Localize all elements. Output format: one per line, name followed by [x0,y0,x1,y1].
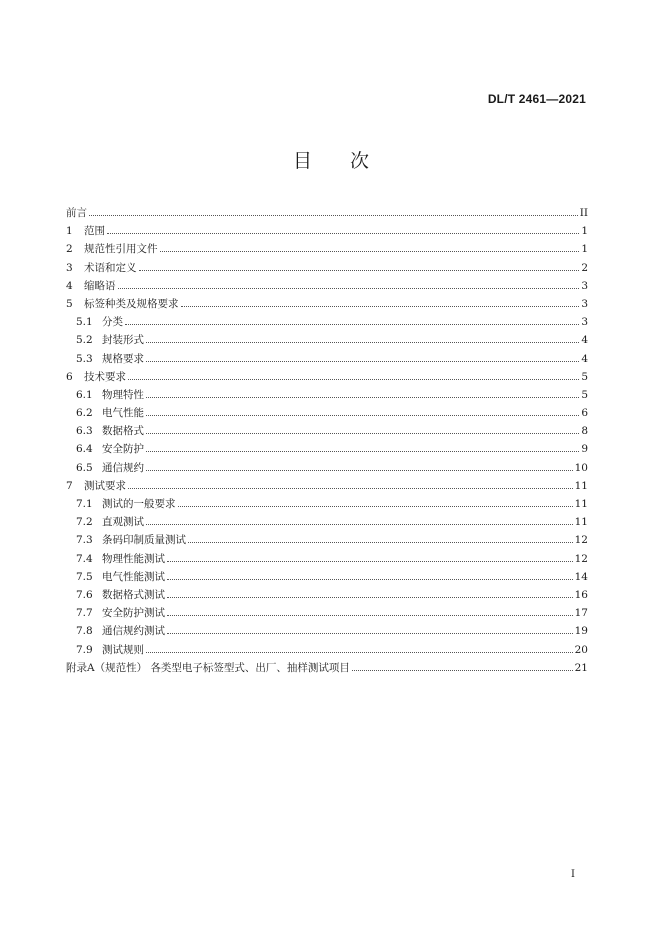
toc-entry-label: 电气性能测试 [102,570,165,583]
toc-entry-label: 测试规则 [102,643,144,656]
toc-entry[interactable] [66,404,588,422]
toc-entry-label: 分类 [102,316,123,329]
toc-entry[interactable] [66,277,588,295]
toc-entry-page: 12 [574,552,588,565]
toc-entry[interactable] [66,550,588,568]
toc-entry-number: 7.1 [76,498,93,510]
toc-dot-leader [146,524,573,525]
toc-entry[interactable] [66,531,588,549]
toc-entry[interactable] [66,422,588,440]
toc-entry-page: 8 [581,425,588,438]
toc-entry[interactable] [66,222,588,240]
toc-dot-leader [167,633,573,634]
toc-entry[interactable] [66,459,588,477]
toc-entry[interactable] [66,331,588,349]
toc-entry[interactable] [66,659,588,677]
toc-entry-label: 物理性能测试 [102,552,165,565]
toc-entry[interactable] [66,604,588,622]
toc-entry[interactable] [66,313,588,331]
toc-entry-page: 6 [581,407,588,420]
toc-entry-label: 数据格式 [102,425,144,438]
toc-entry[interactable] [66,440,588,458]
table-of-contents [66,204,588,677]
toc-entry-page: 11 [574,516,588,529]
toc-dot-leader [160,251,580,252]
toc-entry-number: 5.2 [76,334,93,347]
toc-entry-label: 测试的一般要求 [102,498,176,510]
toc-dot-leader [146,361,579,362]
toc-entry-page: 4 [581,352,588,365]
toc-dot-leader [167,597,573,598]
toc-dot-leader [146,397,579,398]
toc-entry[interactable] [66,204,588,222]
toc-entry-label: 规范性引用文件 [84,243,158,256]
toc-entry-page: 4 [581,334,588,347]
toc-entry-page: 17 [574,607,588,620]
toc-entry-page: 16 [574,588,588,601]
toc-dot-leader [167,579,573,580]
toc-entry-page: 5 [581,388,588,401]
toc-entry-label: 测试要求 [84,479,126,492]
toc-dot-leader [125,324,579,325]
toc-entry-page: 20 [574,643,588,656]
toc-entry-number: 7 [66,479,73,492]
page-title: 目次 [292,150,407,172]
toc-entry-page: 12 [574,534,588,547]
toc-entry-number: 7.8 [76,625,93,638]
toc-dot-leader [107,233,579,234]
toc-entry-label: 技术要求 [84,370,126,383]
toc-entry-label: 条码印制质量测试 [102,534,186,547]
toc-entry[interactable] [66,350,588,368]
toc-entry-number: 5.1 [76,316,93,329]
toc-entry[interactable] [66,513,588,531]
toc-entry-number: 7.9 [76,643,93,656]
toc-entry-label: 直观测试 [102,516,144,529]
toc-dot-leader [167,615,573,616]
toc-entry-label: 封装形式 [102,334,144,347]
toc-dot-leader [178,506,573,507]
toc-entry-number: 5 [66,297,73,310]
toc-entry[interactable] [66,641,588,659]
toc-entry[interactable] [66,295,588,313]
toc-entry-number: 7.3 [76,534,93,547]
toc-dot-leader [89,215,578,216]
toc-entry[interactable] [66,568,588,586]
toc-entry-number: 6 [66,370,73,383]
toc-entry-number: 6.1 [76,388,93,401]
toc-entry-number: 7.5 [76,570,93,583]
toc-entry-label: 术语和定义 [84,261,137,274]
toc-entry-label: 附录A（规范性） 各类型电子标签型式、出厂、抽样测试项目 [66,661,350,674]
toc-entry-label: 前言 [66,207,87,219]
toc-entry-page: 11 [574,479,588,492]
toc-entry-page: 3 [581,297,588,310]
toc-entry-number: 7.4 [76,552,93,565]
toc-dot-leader [146,470,573,471]
toc-dot-leader [146,342,579,343]
toc-entry-label: 通信规约 [102,461,144,474]
toc-dot-leader [146,415,579,416]
toc-entry-label: 数据格式测试 [102,588,165,601]
toc-entry-label: 电气性能 [102,407,144,420]
toc-entry-label: 物理特性 [102,388,144,401]
toc-entry-number: 7.2 [76,516,93,529]
toc-dot-leader [146,652,573,653]
toc-entry[interactable] [66,386,588,404]
toc-entry-number: 6.3 [76,425,93,438]
toc-entry-page: 10 [574,461,588,474]
toc-entry-label: 安全防护测试 [102,607,165,620]
toc-entry-label: 通信规约测试 [102,625,165,638]
toc-dot-leader [128,488,573,489]
toc-entry-page: 5 [581,370,588,383]
toc-entry-page: 3 [581,316,588,329]
toc-entry-number: 7.6 [76,588,93,601]
toc-dot-leader [167,561,573,562]
toc-entry-page: 1 [581,243,588,256]
toc-entry-number: 4 [66,279,73,292]
toc-entry[interactable] [66,240,588,258]
toc-entry-page: 3 [581,279,588,292]
toc-entry-number: 5.3 [76,352,93,365]
toc-entry-page: 1 [581,225,588,238]
toc-entry-number: 6.4 [76,443,93,456]
page-number: I [571,869,575,880]
standard-code: DL/T 2461—2021 [487,92,586,106]
toc-entry-number: 6.5 [76,461,93,474]
toc-entry-page: II [579,207,588,219]
toc-entry-page: 14 [574,570,588,583]
toc-entry-page: 21 [574,661,588,674]
toc-dot-leader [146,451,579,452]
toc-dot-leader [139,270,580,271]
toc-dot-leader [352,670,573,671]
toc-entry[interactable] [66,477,588,495]
toc-entry-page: 11 [574,498,588,510]
toc-entry[interactable] [66,259,588,277]
toc-entry[interactable] [66,586,588,604]
toc-entry[interactable] [66,368,588,386]
toc-entry-label: 安全防护 [102,443,144,456]
toc-entry-page: 2 [581,261,588,274]
toc-dot-leader [128,379,579,380]
toc-dot-leader [146,433,579,434]
toc-dot-leader [188,542,573,543]
toc-entry-page: 9 [581,443,588,456]
toc-entry-label: 规格要求 [102,352,144,365]
toc-entry-number: 1 [66,225,73,238]
toc-entry-number: 2 [66,243,73,256]
toc-entry[interactable] [66,622,588,640]
toc-dot-leader [181,306,580,307]
toc-entry-label: 缩略语 [84,279,116,292]
toc-entry-label: 范围 [84,225,105,238]
toc-entry[interactable] [66,495,588,513]
toc-dot-leader [118,288,580,289]
toc-entry-number: 7.7 [76,607,93,620]
toc-entry-number: 6.2 [76,407,93,420]
toc-entry-number: 3 [66,261,73,274]
toc-entry-page: 19 [574,625,588,638]
toc-entry-label: 标签种类及规格要求 [84,297,179,310]
